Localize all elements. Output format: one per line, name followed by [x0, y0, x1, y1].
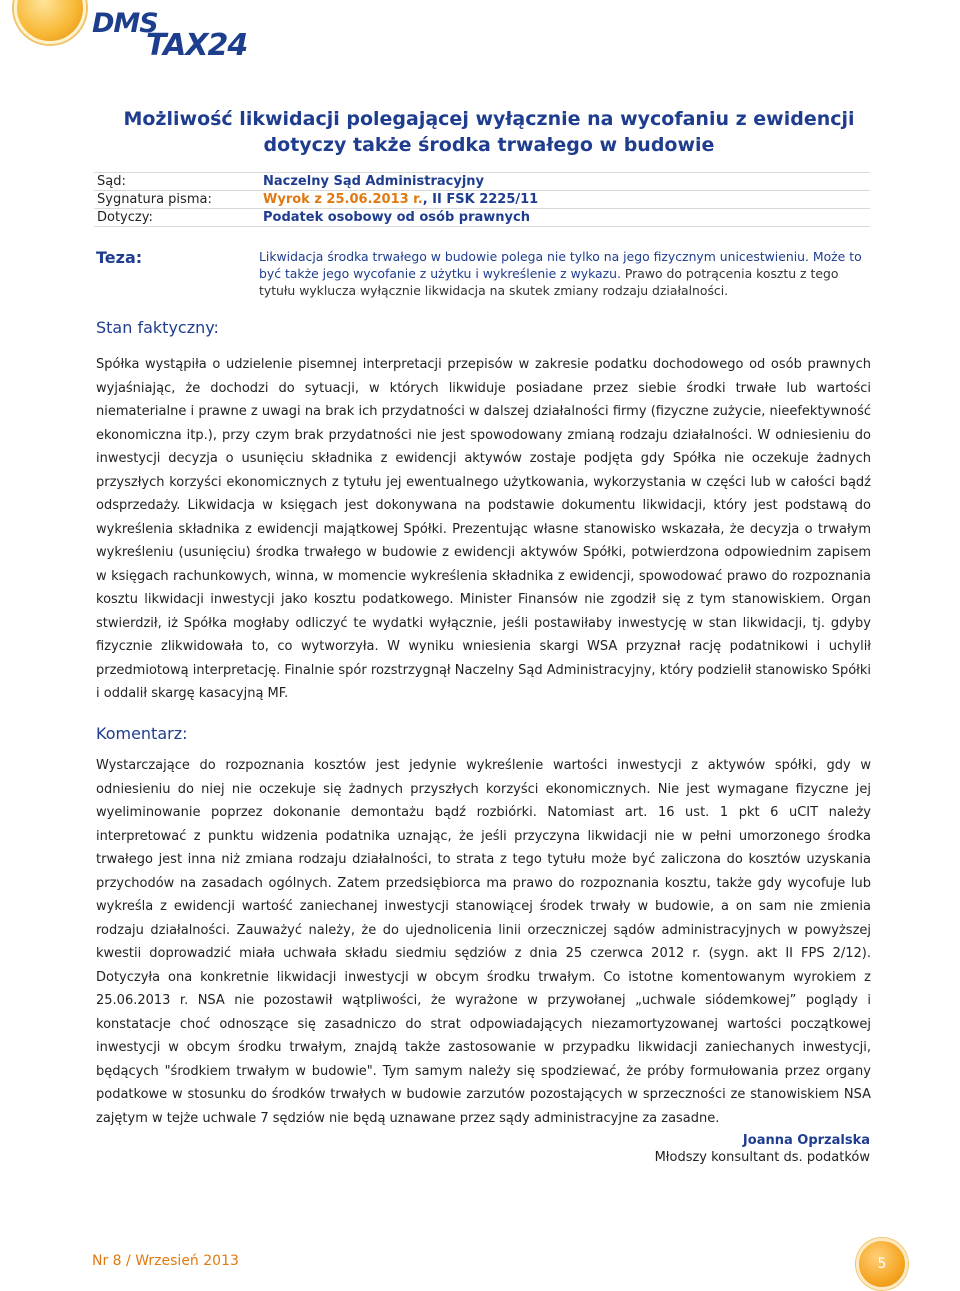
author-name: Joanna Oprzalska	[742, 1133, 870, 1148]
meta-value: Naczelny Sąd Administracyjny	[263, 174, 484, 189]
page-number-badge	[856, 1238, 908, 1290]
meta-row-signature	[94, 191, 870, 209]
author-signature	[655, 1132, 870, 1166]
page-title	[60, 106, 918, 158]
logo-line1: DMS	[92, 8, 158, 39]
meta-label: Sąd:	[97, 174, 126, 189]
meta-row-court	[94, 172, 870, 191]
facts-heading: Stan faktyczny:	[96, 318, 219, 337]
thesis-part1: Likwidacja środka trwałego w budowie polega nie tylko na jego fizycznym unicestwieniu. Może to być także jego wycofanie z użytku i wykreślenie z wykazu.	[259, 249, 862, 281]
brand-logo	[92, 8, 252, 63]
meta-row-subject	[94, 209, 870, 227]
meta-value: Podatek osobowy od osób prawnych	[263, 210, 530, 225]
issue-label: Nr 8 / Wrzesień 2013	[92, 1253, 239, 1269]
facts-text: Spółka wystąpiła o udzielenie pisemnej interpretacji przepisów w zakresie podatku dochodowego od osób prawnych wyjaśniając, że dochodzi do sytuacji, w których likwiduje posiadane przez siebie środki trwałe lub wartości niematerialne i prawne z uwagi na brak ich przydatności w dalszej działalności firmy (fizyczne zużycie, nieefektywność ekonomiczna itp.), przy czym brak przydatności nie jest spowodowany zmianą rodzaju działalności. W odniesieniu do inwestycji decyzja o usunięciu składnika z ewidencji aktywów zostaje podjęta gdy Spółka nie oczekuje żadnych przyszłych korzyści ekonomicznych z tytułu jej ewentualnego użytkowania, wykorzystania w części lub w całości bądź odsprzedaży. Likwidacja w księgach jest dokonywana na podstawie dokumentu likwidacji, który jest podstawą do wykreślenia składnika z ewidencji majątkowej Spółki. Prezentując własne stanowisko wskazała, że decyzja o trwałym wykreśleniu (usunięciu) środka trwałego w budowie z ewidencji aktywów Spółki, potwierdzona odpowiednim zapisem w księgach rachunkowych, winna, w momencie wykreślenia składnika z ewidencji, spowodować prawo do rozpoznania kosztu likwidacji inwestycji jako kosztu podatkowego. Minister Finansów nie zgodził się z tym stanowiskiem. Organ stwierdził, iż Spółka mogłaby odliczyć te wydatki wyłącznie, jeśli postawiłaby inwestycję w stan likwidacji, tj. gdyby fizycznie zlikwidowała to, co wytworzyła. W wyniku wniesienia skargi WSA przyznał rację podatnikowi i uchylił przedmiotową interpretację. Finalnie spór rozstrzygnął Naczelny Sąd Administracyjny, który podzielił stanowisko Spółki i oddalił skargę kasacyjną MF.	[96, 357, 871, 701]
commentary-text: Wystarczające do rozpoznania kosztów jest jedynie wykreślenie wartości inwestycji z aktywów spółki, gdy w odniesieniu do niej nie oczekuje się żadnych przyszłych korzyści ekonomicznych. Nie jest wymagane fizyczne jej wyeliminowanie poprzez dokonanie demontażu bądź rozbiórki. Natomiast art. 16 ust. 1 pkt 6 uCIT należy interpretować z punktu widzenia podatnika uznając, że jeśli przyczyna likwidacji nie w pełni umorzonego środka trwałego jest inna niż zmiana rodzaju działalności, to strata z tego tytułu może być zaliczona do kosztów uzyskania przychodów na zasadach ogólnych. Zatem przedsiębiorca ma prawo do rozpoznania kosztu, także gdy wycofuje lub wykreśla z ewidencji wartość zaniechanej inwestycji stanowiącej środek trwały w budowie, a on sam nie zmienia rodzaju działalności. Zauważyć należy, że do ujednolicenia linii orzeczniczej sądów administracyjnych w powyższej kwestii doprowadzić miała uchwała składu siedmiu sędziów z dnia 25 czerwca 2012 r. (sygn. akt II FPS 2/12). Dotyczyła ona konkretnie likwidacji inwestycji w obcym środku trwałym. Co istotne komentowanym wyrokiem z 25.06.2013 r. NSA nie pozostawił wątpliwości, że wyrażone w przywołanej „uchwale siódemkowej” poglądy i konstatacje choć odnoszące się zasadniczo do strat odpowiadających niezamortyzowanej wartości początkowej inwestycji w obcym środku trwałym, znajdą także zastosowanie w przypadku likwidacji zaniechanych inwestycji, będących "środkiem trwałym w budowie". Tym samym należy się spodziewać, że próby formułowania przez organy podatkowe w stosunku do środków trwałych w budowie zarzutów pozostających w sprzeczności ze stanowiskiem NSA zajętym w tejże uchwale 7 sędziów nie będą uznawane przez sądy administracyjne za zasadne.	[96, 758, 871, 1126]
thesis-part2: Prawo do potrącenia kosztu z tego tytułu wyklucza wyłącznie likwidacja na skutek zmiany rodzaju działalności.	[259, 266, 839, 298]
case-metadata	[94, 172, 870, 227]
thesis-label: Teza:	[96, 248, 143, 267]
author-role: Młodszy konsultant ds. podatków	[654, 1150, 870, 1165]
meta-label: Sygnatura pisma:	[97, 192, 212, 207]
meta-value	[257, 191, 870, 208]
page-number: 5	[877, 1256, 887, 1272]
logo-line2: TAX24	[146, 28, 248, 63]
case-number: , II FSK 2225/11	[422, 192, 539, 207]
title-line1: Możliwość likwidacji polegającej wyłącznie na wycofaniu z ewidencji	[123, 108, 855, 130]
commentary-heading: Komentarz:	[96, 724, 188, 743]
meta-label: Dotyczy:	[97, 210, 153, 225]
logo-sun-icon	[14, 0, 86, 44]
ruling-date: Wyrok z 25.06.2013 r.	[263, 192, 423, 207]
title-line2: dotyczy także środka trwałego w budowie	[263, 134, 715, 156]
thesis-text	[259, 248, 871, 299]
